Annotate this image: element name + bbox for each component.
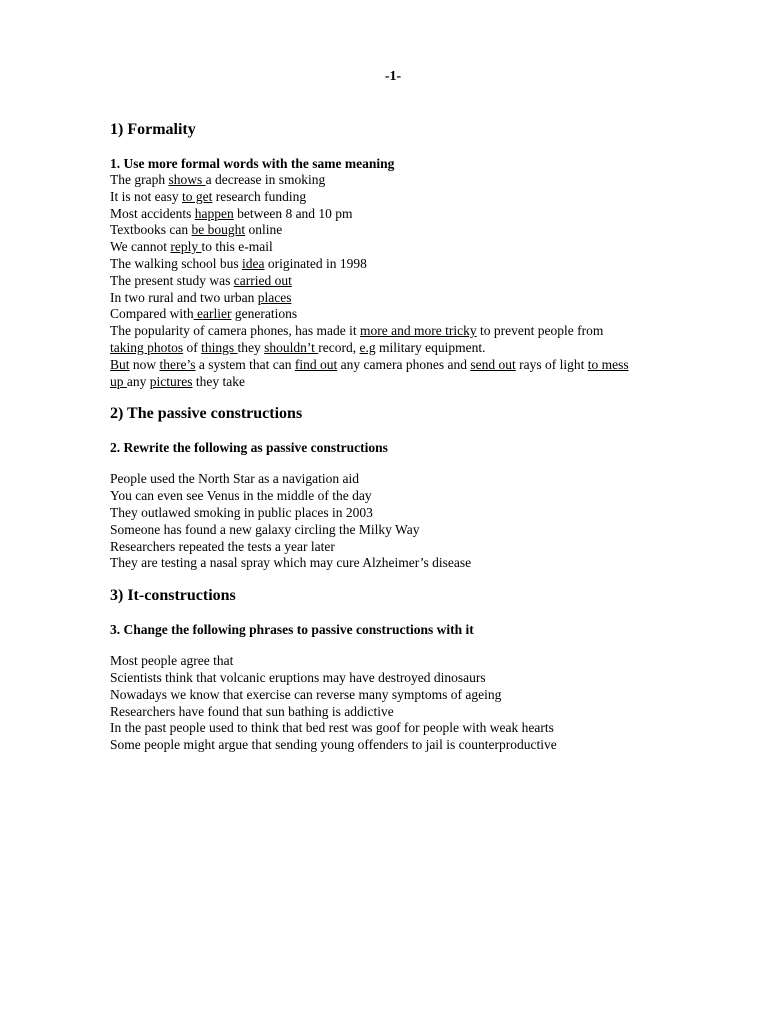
exercise-1-sentence xyxy=(110,306,730,323)
sentence-text: military equipment. xyxy=(375,339,486,355)
exercise-1-sentence xyxy=(110,357,730,374)
exercise-3-sentence: Some people might argue that sending young offenders to jail is counterproductive xyxy=(110,737,557,753)
sentence-text: originated in 1998 xyxy=(264,255,367,271)
underlined-phrase: happen xyxy=(194,205,234,221)
sentence-text: to prevent people from xyxy=(476,323,604,339)
sentence-text: a decrease in smoking xyxy=(205,172,326,187)
underlined-phrase: to get xyxy=(182,188,213,204)
section-heading-passive: 2) The passive constructions xyxy=(110,405,303,423)
sentence-text: rays of light xyxy=(515,356,588,372)
sentence-text: Textbooks can xyxy=(110,222,192,238)
sentence-text: The present study was xyxy=(110,272,234,288)
exercise-2-sentence: You can even see Venus in the middle of the day xyxy=(110,488,372,504)
sentence-text: between 8 and 10 pm xyxy=(233,205,353,221)
exercise-1-sentence xyxy=(110,273,730,290)
underlined-phrase: places xyxy=(257,289,292,305)
sentence-text: The walking school bus xyxy=(110,255,242,271)
sentence-text: The graph xyxy=(110,172,169,187)
section-heading-formality: 1) Formality xyxy=(110,121,196,138)
sentence-text: now xyxy=(129,356,160,372)
underlined-phrase: more and more tricky xyxy=(360,323,477,339)
underlined-phrase: e.g xyxy=(359,339,376,355)
sentence-text: It is not easy xyxy=(110,188,182,204)
exercise-1-list xyxy=(110,172,730,390)
exercise-3-list xyxy=(110,653,730,754)
exercise-1-sentence xyxy=(110,290,730,307)
sentence-text: a system that can xyxy=(195,356,295,372)
sentence-text: online xyxy=(245,222,283,238)
exercise-1-sentence xyxy=(110,323,730,340)
exercise-1-sentence xyxy=(110,340,730,357)
underlined-phrase: find out xyxy=(294,356,338,372)
sentence-text: record, xyxy=(318,339,360,355)
document-content xyxy=(110,120,730,754)
sentence-text: Compared with xyxy=(110,306,194,322)
exercise-2-sentence: They outlawed smoking in public places in 2003 xyxy=(110,504,373,520)
sentence-text: to this e-mail xyxy=(201,239,273,255)
sentence-text: they xyxy=(237,339,265,355)
exercise-3-sentence: Nowadays we know that exercise can reverse many symptoms of ageing xyxy=(110,686,502,702)
exercise-3-sentence: Most people agree that xyxy=(110,653,234,669)
sentence-text: they take xyxy=(192,373,245,389)
underlined-phrase: send out xyxy=(470,356,516,372)
underlined-phrase: up xyxy=(110,373,127,389)
sentence-text: any camera phones and xyxy=(337,356,471,372)
underlined-phrase: idea xyxy=(241,255,265,271)
exercise-1-sentence xyxy=(110,222,730,239)
underlined-phrase: But xyxy=(110,356,130,372)
underlined-phrase: to mess xyxy=(587,356,629,372)
exercise-2-list xyxy=(110,471,730,572)
sentence-text: research funding xyxy=(212,188,307,204)
exercise-1-sentence xyxy=(110,239,730,256)
exercise-2-sentence: Researchers repeated the tests a year later xyxy=(110,538,335,554)
sentence-text: We cannot xyxy=(110,239,171,255)
underlined-phrase: carried out xyxy=(233,272,292,288)
underlined-phrase: taking photos xyxy=(110,339,184,355)
underlined-phrase: reply xyxy=(170,239,202,255)
underlined-phrase: things xyxy=(201,339,238,355)
sentence-text: generations xyxy=(231,306,298,322)
sentence-text: The popularity of camera phones, has made it xyxy=(110,323,361,339)
exercise-2-sentence: Someone has found a new galaxy circling the Milky Way xyxy=(110,521,420,537)
underlined-phrase: pictures xyxy=(149,373,193,389)
underlined-phrase: shows xyxy=(168,172,206,187)
exercise-1-sentence xyxy=(110,189,730,206)
section-heading-it-constructions: 3) It-constructions xyxy=(110,587,236,605)
underlined-phrase: be bought xyxy=(191,222,246,238)
exercise-1-sentence xyxy=(110,172,730,189)
underlined-phrase: shouldn’t xyxy=(264,339,319,355)
sentence-text: of xyxy=(183,339,202,355)
sentence-text: In two rural and two urban xyxy=(110,289,258,305)
exercise-3-sentence: Researchers have found that sun bathing is addictive xyxy=(110,703,394,719)
underlined-phrase: there’s xyxy=(159,356,196,372)
exercise-1-sentence xyxy=(110,206,730,223)
exercise-heading-1: 1. Use more formal words with the same meaning xyxy=(110,156,395,171)
sentence-text: Most accidents xyxy=(110,205,195,221)
exercise-2-sentence: They are testing a nasal spray which may cure Alzheimer’s disease xyxy=(110,555,472,571)
exercise-heading-2: 2. Rewrite the following as passive constructions xyxy=(110,440,388,456)
exercise-1-sentence xyxy=(110,374,730,391)
exercise-2-sentence: People used the North Star as a navigation aid xyxy=(110,471,359,487)
exercise-heading-3: 3. Change the following phrases to passive constructions with it xyxy=(110,622,474,638)
exercise-1-sentence xyxy=(110,256,730,273)
exercise-3-sentence: Scientists think that volcanic eruptions may have destroyed dinosaurs xyxy=(110,669,486,685)
page-number: -1- xyxy=(384,69,402,84)
exercise-3-sentence: In the past people used to think that bed rest was goof for people with weak hearts xyxy=(110,720,554,736)
underlined-phrase: earlier xyxy=(193,306,232,322)
sentence-text: any xyxy=(126,373,150,389)
